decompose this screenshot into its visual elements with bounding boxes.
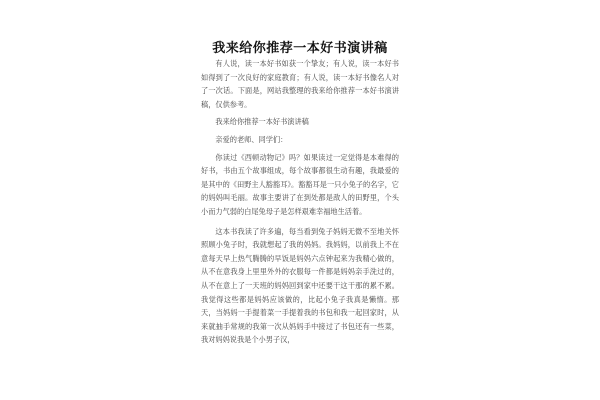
- body-paragraph: 你读过《西顿动物记》吗？如果读过一定觉得是本难得的好书，书由五个故事组成，每个故事都很生动有趣，我最爱的是其中的《田野主人豁豁耳》。豁豁耳是一只小兔子的名字，它的妈妈叫毛丽。故事主要讲了在到处都是敌人的田野里，个头小而力气弱的白尾兔母子是怎样艰难幸福地生活着。: [201, 152, 399, 216]
- intro-paragraph: 有人说，读一本好书如获一个挚友；有人说，读一本好书如得到了一次良好的家庭教育；有人说，读一本好书像名人对了一次话。下面是，网站我整理的我来给你推荐一本好书演讲稿，仅供参考。: [201, 59, 399, 109]
- salutation: 亲爱的老师、同学们：: [215, 134, 288, 144]
- section-heading: 我来给你推荐一本好书演讲稿: [215, 117, 309, 127]
- body-paragraph: 这本书我读了许多遍，每当看到兔子妈妈无微不至地关怀照顾小兔子时，我就想起了我的妈妈。我妈妈，以前我上不在意每天早上热气腾腾的早饭是妈妈六点钟起来为我精心做的，从不在意我身上里里外外的衣服每一件都是妈妈亲手洗过的，从不在意上了一天班的妈妈回到家中还要干这干那的累不累。我觉得这些都是妈妈应该做的，比起小兔子我真是懒惰。那天，当妈妈一手提着菜一手提着我的书包和我一起回家时，从来就抽手常规的我第一次从妈妈手中接过了书包还有一些菜，我对妈妈说我是个小男子汉，: [201, 226, 399, 345]
- document-title: 我来给你推荐一本好书演讲稿: [212, 41, 388, 56]
- document-body: [201, 57, 399, 347]
